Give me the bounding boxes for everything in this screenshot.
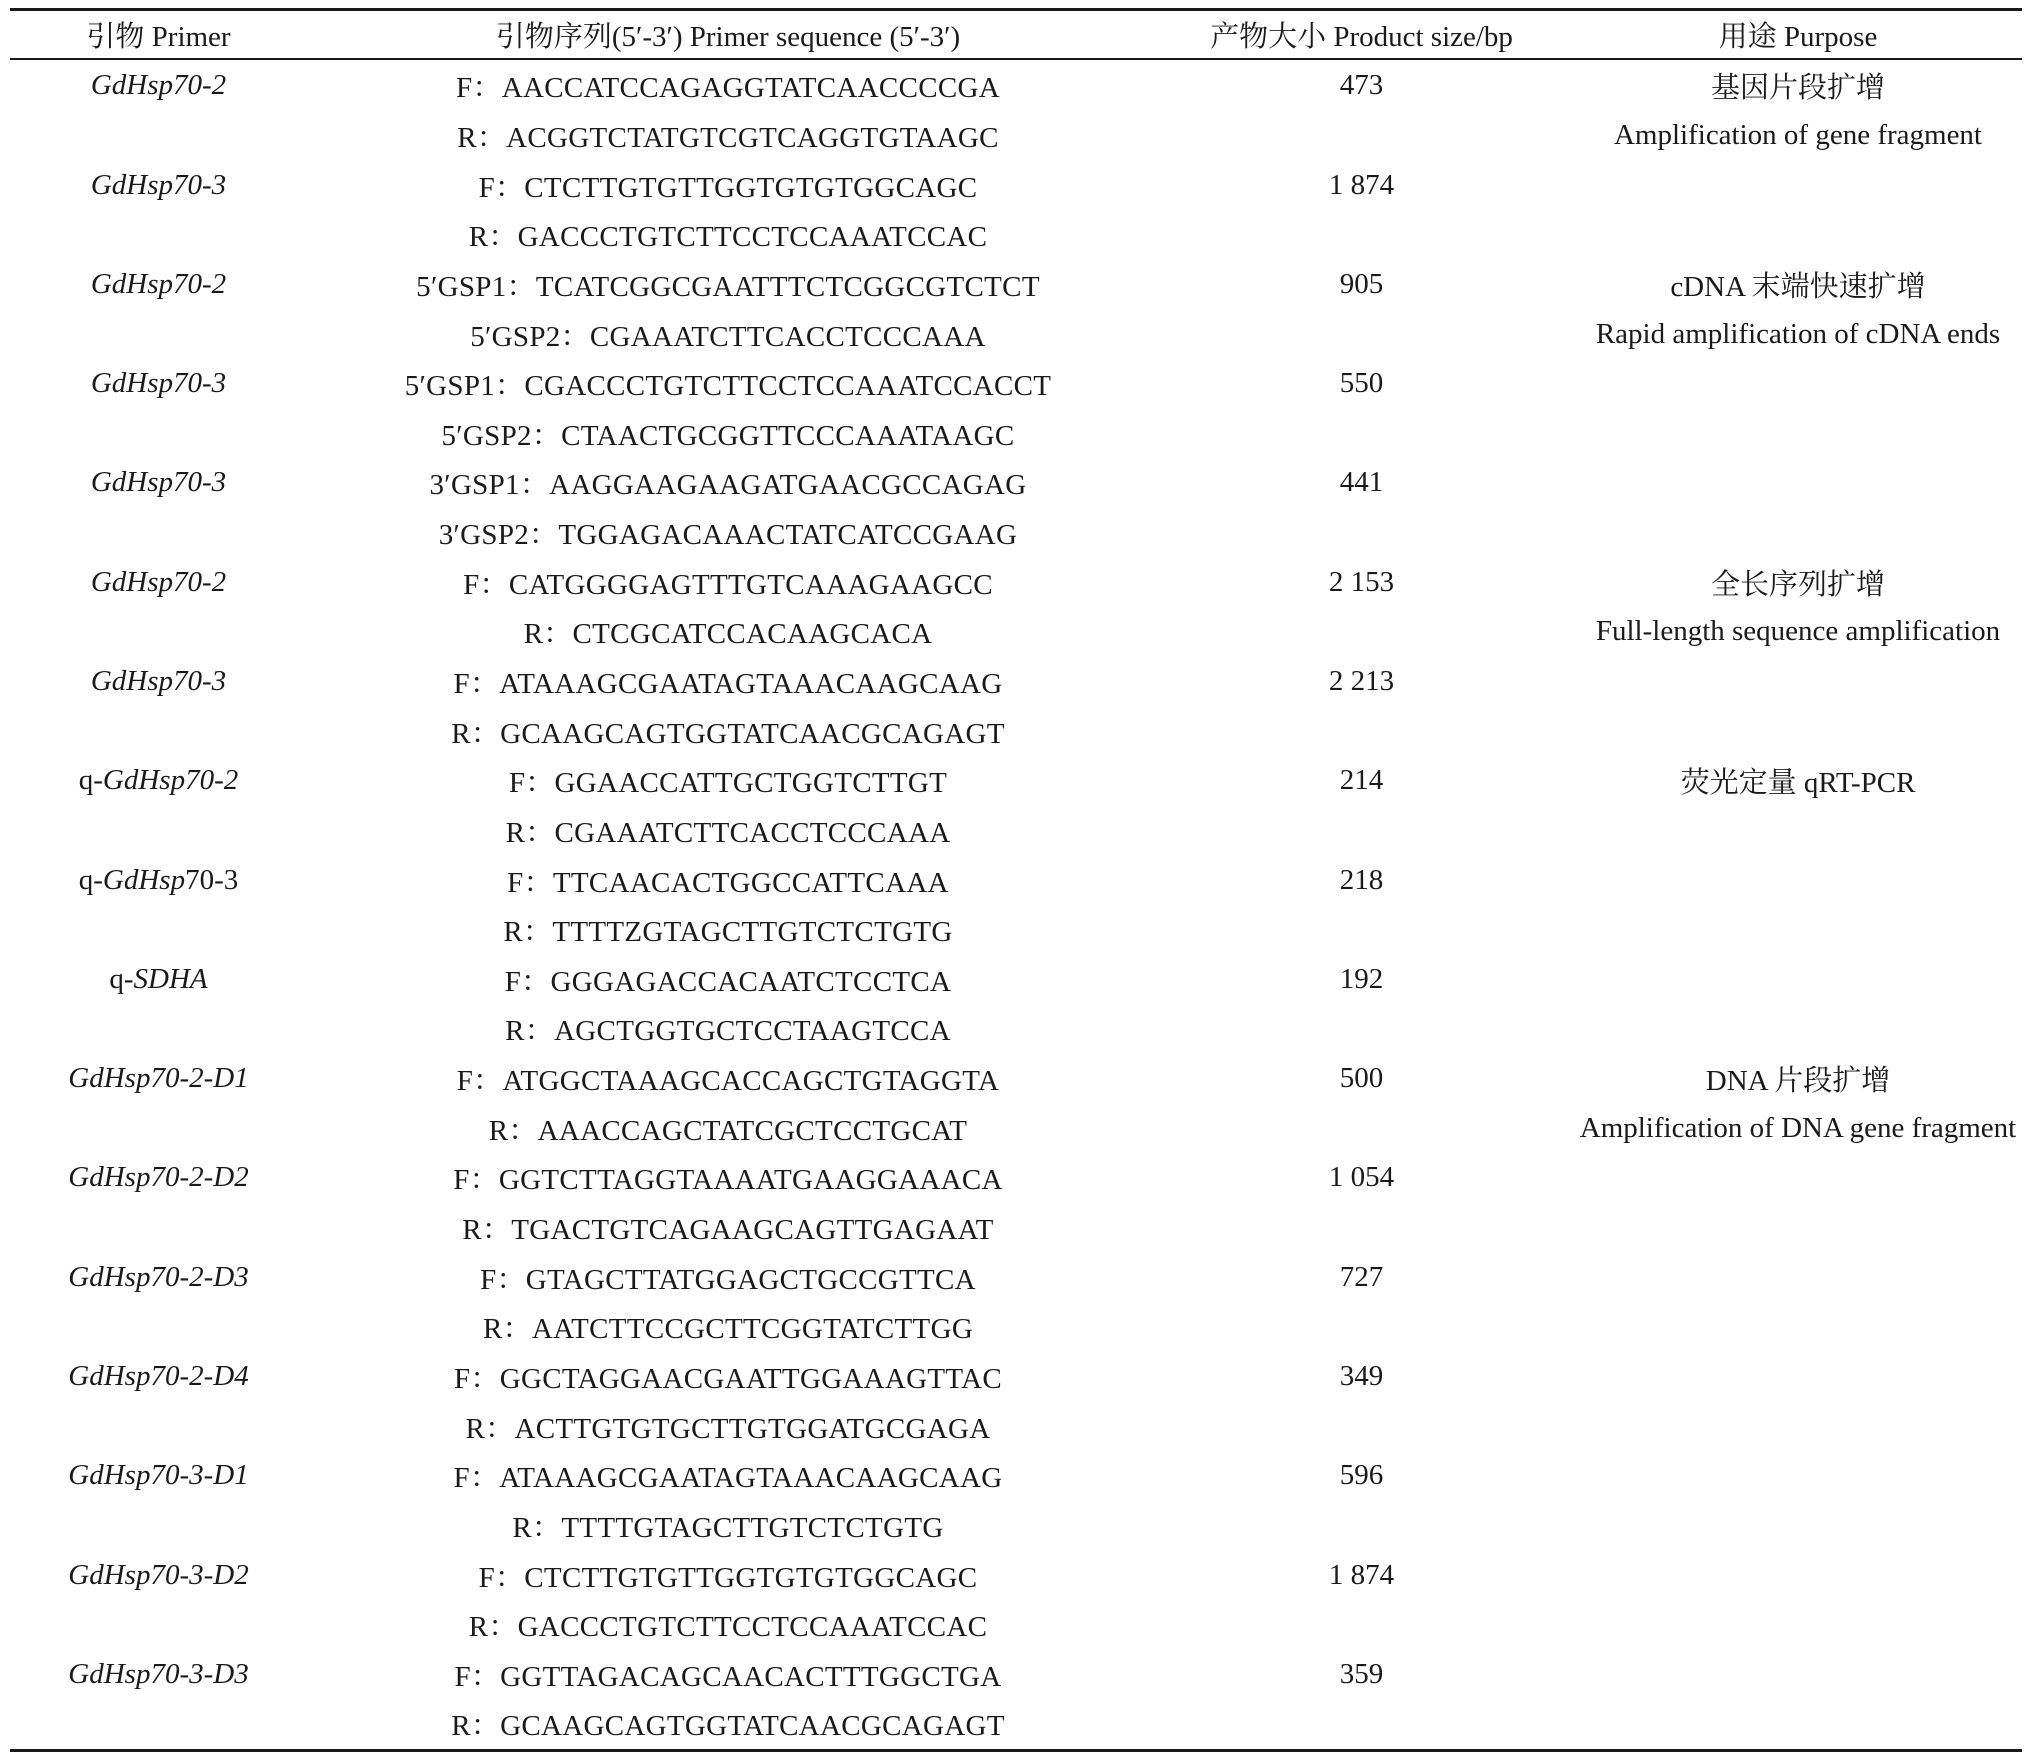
header-primer: 引物 Primer: [86, 21, 231, 53]
table-row: [10, 210, 2022, 260]
purpose-cell: [1574, 1600, 2022, 1650]
table-row: [10, 557, 2022, 607]
primer-name-cell: [10, 1650, 307, 1700]
table-row: [10, 905, 2022, 955]
product-size-cell: [1149, 1401, 1574, 1451]
primer-name-cell: [10, 657, 307, 707]
primer-sequence-cell: F：ATAAAGCGAATAGTAAACAAGCAAG: [453, 1462, 1003, 1495]
product-size-cell: [1149, 806, 1574, 856]
purpose-cell: [1574, 905, 2022, 955]
primer-name-cell: [10, 1501, 307, 1551]
primer-name-cell: [10, 111, 307, 161]
product-size-cell: [1149, 1103, 1574, 1153]
product-size-cell: [1149, 905, 1574, 955]
primer-sequence-cell: F：CATGGGGAGTTTGTCAAAGAAGCC: [463, 568, 993, 601]
primer-name: GdHsp70-2-D1: [68, 1062, 249, 1095]
primer-name-cell: [10, 210, 307, 260]
purpose-cell: [1574, 1550, 2022, 1600]
product-size-cell: 214: [1339, 764, 1384, 797]
table-row: [10, 260, 2022, 310]
primer-name: GdHsp70-3: [90, 367, 227, 400]
table-body: [10, 59, 2022, 1749]
primer-name: GdHsp70-3: [90, 168, 227, 201]
primer-name: GdHsp70-2: [90, 565, 227, 598]
table-row: [10, 955, 2022, 1005]
primer-name-cell: [10, 508, 307, 558]
product-size-cell: [1149, 1699, 1574, 1749]
primer-name-cell: [10, 1054, 307, 1104]
product-size-cell: [1149, 1600, 1574, 1650]
product-size-cell: [1149, 111, 1574, 161]
purpose-cell: [1574, 1203, 2022, 1253]
table-row: [10, 855, 2022, 905]
primer-name-cell: [10, 1401, 307, 1451]
table-header-row: [10, 10, 2022, 59]
product-size-cell: [1149, 1302, 1574, 1352]
table-row: [10, 59, 2022, 111]
purpose-cell: DNA 片段扩增: [1705, 1065, 1891, 1098]
table-row: [10, 111, 2022, 161]
purpose-cell: [1574, 1252, 2022, 1302]
primer-name: GdHsp70-2: [102, 764, 239, 797]
primer-sequence-cell: 3′GSP1：AAGGAAGAAGATGAACGCCAGAG: [429, 469, 1027, 502]
primer-sequence-cell: R：GCAAGCAGTGGTATCAACGCAGAGT: [451, 717, 1005, 750]
table-row: [10, 160, 2022, 210]
primer-name-cell: [10, 1699, 307, 1749]
table-row: [10, 1252, 2022, 1302]
purpose-cell: Rapid amplification of cDNA ends: [1595, 317, 2001, 350]
primer-sequence-cell: 5′GSP2：CTAACTGCGGTTCCCAAATAAGC: [441, 419, 1015, 452]
primer-sequence-cell: R：TGACTGTCAGAAGCAGTTGAGAAT: [462, 1214, 994, 1247]
purpose-cell: [1574, 1401, 2022, 1451]
table-row: [10, 756, 2022, 806]
purpose-cell: [1574, 160, 2022, 210]
primer-name: SDHA: [133, 962, 208, 995]
table-row: [10, 508, 2022, 558]
primer-name: GdHsp70-3-D1: [68, 1459, 249, 1492]
primer-name-cell: [10, 905, 307, 955]
header-purpose: 用途 Purpose: [1718, 21, 1878, 53]
primer-name-cell: [10, 458, 307, 508]
product-size-cell: 1 054: [1328, 1161, 1395, 1194]
purpose-cell: [1574, 706, 2022, 756]
primer-sequence-cell: F：GTAGCTTATGGAGCTGCCGTTCA: [480, 1263, 976, 1296]
purpose-cell: [1574, 210, 2022, 260]
primer-sequence-cell: F：GGTCTTAGGTAAAATGAAGGAAACA: [453, 1164, 1003, 1197]
primer-sequence-cell: R：ACGGTCTATGTCGTCAGGTGTAAGC: [457, 121, 999, 154]
primer-name: GdHsp70-3-D3: [68, 1657, 249, 1690]
purpose-cell: [1574, 408, 2022, 458]
purpose-cell: [1574, 1004, 2022, 1054]
purpose-cell: Amplification of DNA gene fragment: [1579, 1111, 2017, 1144]
primer-name-cell: [10, 1203, 307, 1253]
primer-sequence-cell: F：ATGGCTAAAGCACCAGCTGTAGGTA: [456, 1065, 1000, 1098]
product-size-cell: 473: [1339, 69, 1384, 102]
table-row: [10, 1203, 2022, 1253]
primer-name-cell: [10, 557, 307, 607]
product-size-cell: [1149, 408, 1574, 458]
purpose-cell: [1574, 657, 2022, 707]
product-size-cell: 1 874: [1328, 168, 1395, 201]
table-row: [10, 1401, 2022, 1451]
purpose-cell: 全长序列扩增: [1710, 568, 1885, 601]
primer-name-cell: [10, 1252, 307, 1302]
primer-name-cell: [10, 607, 307, 657]
table-row: [10, 408, 2022, 458]
table-row: [10, 806, 2022, 856]
product-size-cell: 2 213: [1328, 665, 1395, 697]
primer-name-cell: [10, 309, 307, 359]
purpose-cell: Full-length sequence amplification: [1595, 615, 2001, 648]
primer-name-cell: [10, 359, 307, 409]
purpose-cell: [1574, 359, 2022, 409]
primer-table-page: [10, 0, 2022, 1760]
primer-sequence-cell: F：AACCATCCAGAGGTATCAACCCCGA: [456, 72, 1000, 105]
purpose-cell: [1574, 1302, 2022, 1352]
primer-name: GdHsp70-2-D4: [68, 1359, 249, 1392]
product-size-cell: 441: [1339, 466, 1384, 499]
primer-sequence-cell: F：ATAAAGCGAATAGTAAACAAGCAAG: [453, 668, 1003, 700]
primer-name-cell: [10, 756, 307, 806]
purpose-cell: [1574, 955, 2022, 1005]
primer-name: GdHsp70-2: [90, 69, 227, 102]
product-size-cell: 1 874: [1328, 1558, 1395, 1591]
table-row: [10, 359, 2022, 409]
primer-sequence-cell: R：AAACCAGCTATCGCTCCTGCAT: [488, 1114, 968, 1147]
product-size-cell: [1149, 706, 1574, 756]
product-size-cell: [1149, 508, 1574, 558]
primer-name-cell: [10, 706, 307, 756]
product-size-cell: 550: [1339, 367, 1384, 400]
product-size-cell: [1149, 1004, 1574, 1054]
table-row: [10, 1153, 2022, 1203]
primer-suffix: 70-3: [185, 863, 239, 896]
table-row: [10, 1550, 2022, 1600]
product-size-cell: [1149, 607, 1574, 657]
primer-sequence-cell: F：GGAACCATTGCTGGTCTTGT: [508, 767, 948, 800]
primer-name-cell: [10, 1550, 307, 1600]
primer-sequence-cell: R：AGCTGGTGCTCCTAAGTCCA: [505, 1015, 951, 1048]
primer-name-cell: [10, 1004, 307, 1054]
product-size-cell: [1149, 309, 1574, 359]
primer-name: GdHsp70-2-D2: [68, 1161, 249, 1194]
primer-name-cell: [10, 1352, 307, 1402]
purpose-cell: [1574, 1352, 2022, 1402]
primer-sequence-cell: R：CGAAATCTTCACCTCCCAAA: [505, 816, 951, 849]
table-row: [10, 1004, 2022, 1054]
primer-sequence-cell: 5′GSP1：CGACCCTGTCTTCCTCCAAATCCACCT: [404, 370, 1052, 403]
primer-name: GdHsp70-3: [90, 665, 227, 697]
primer-name-cell: [10, 855, 307, 905]
table-row: [10, 458, 2022, 508]
product-size-cell: [1149, 210, 1574, 260]
table-row: [10, 1600, 2022, 1650]
table-row: [10, 706, 2022, 756]
product-size-cell: [1149, 1203, 1574, 1253]
purpose-cell: [1574, 1699, 2022, 1749]
primer-table: [10, 10, 2022, 1749]
table-row: [10, 1650, 2022, 1700]
purpose-cell: [1574, 1153, 2022, 1203]
purpose-cell: [1574, 1451, 2022, 1501]
primer-name: GdHsp70-2-D3: [68, 1260, 249, 1293]
primer-prefix: q-: [78, 764, 103, 797]
product-size-cell: 905: [1339, 267, 1384, 300]
header-size: 产物大小 Product size/bp: [1210, 21, 1513, 53]
primer-name: GdHsp: [102, 863, 186, 896]
primer-name: GdHsp70-3-D2: [68, 1558, 249, 1591]
primer-name: GdHsp70-2: [90, 267, 227, 300]
table-row: [10, 1054, 2022, 1104]
primer-sequence-cell: F：GGTTAGACAGCAACACTTTGGCTGA: [454, 1660, 1002, 1693]
primer-name-cell: [10, 1153, 307, 1203]
table-row: [10, 607, 2022, 657]
purpose-cell: 基因片段扩增: [1710, 72, 1885, 105]
primer-sequence-cell: R：TTTTZGTAGCTTGTCTCTGTG: [503, 916, 953, 949]
table-row: [10, 309, 2022, 359]
primer-name-cell: [10, 408, 307, 458]
primer-name-cell: [10, 1103, 307, 1153]
primer-name: GdHsp70-3: [90, 466, 227, 499]
primer-sequence-cell: 5′GSP2：CGAAATCTTCACCTCCCAAA: [470, 320, 986, 353]
primer-sequence-cell: 5′GSP1：TCATCGGCGAATTTCTCGGCGTCTCT: [416, 270, 1040, 303]
primer-name-cell: [10, 1302, 307, 1352]
product-size-cell: 359: [1339, 1657, 1384, 1690]
primer-prefix: q-: [109, 962, 134, 995]
purpose-cell: cDNA 末端快速扩增: [1670, 270, 1926, 303]
purpose-cell: 荧光定量 qRT-PCR: [1680, 767, 1916, 800]
primer-sequence-cell: R：ACTTGTGTGCTTGTGGATGCGAGA: [465, 1412, 991, 1445]
table-row: [10, 1103, 2022, 1153]
purpose-cell: [1574, 1650, 2022, 1700]
product-size-cell: 596: [1339, 1459, 1384, 1492]
purpose-cell: [1574, 458, 2022, 508]
table-row: [10, 657, 2022, 707]
primer-sequence-cell: R：CTCGCATCCACAAGCACA: [523, 618, 933, 651]
primer-sequence-cell: R：TTTTGTAGCTTGTCTCTGTG: [512, 1511, 944, 1544]
primer-name-cell: [10, 1451, 307, 1501]
purpose-cell: [1574, 806, 2022, 856]
product-size-cell: 727: [1339, 1260, 1384, 1293]
product-size-cell: 192: [1339, 962, 1384, 995]
primer-name-cell: [10, 806, 307, 856]
primer-sequence-cell: 3′GSP2：TGGAGACAAACTATCATCCGAAG: [438, 519, 1018, 552]
primer-name-cell: [10, 260, 307, 310]
header-sequence: 引物序列(5′-3′) Primer sequence (5′-3′): [495, 21, 961, 53]
table-row: [10, 1302, 2022, 1352]
primer-name-cell: [10, 1600, 307, 1650]
primer-sequence-cell: R：GACCCTGTCTTCCTCCAAATCCAC: [468, 1611, 988, 1644]
primer-sequence-cell: F：GGGAGACCACAATCTCCTCA: [504, 965, 952, 998]
primer-name-cell: [10, 160, 307, 210]
product-size-cell: 218: [1339, 863, 1384, 896]
purpose-cell: [1574, 1501, 2022, 1551]
purpose-cell: [1574, 508, 2022, 558]
primer-sequence-cell: R：GACCCTGTCTTCCTCCAAATCCAC: [468, 221, 988, 254]
purpose-cell: [1574, 855, 2022, 905]
table-row: [10, 1501, 2022, 1551]
product-size-cell: 2 153: [1328, 565, 1395, 598]
product-size-cell: [1149, 1501, 1574, 1551]
table-row: [10, 1451, 2022, 1501]
product-size-cell: 349: [1339, 1359, 1384, 1392]
primer-sequence-cell: R：AATCTTCCGCTTCGGTATCTTGG: [482, 1313, 974, 1346]
table-bottom-rule: [10, 1749, 2022, 1752]
primer-name-cell: [10, 59, 307, 111]
primer-sequence-cell: F：CTCTTGTGTTGGTGTGTGGCAGC: [478, 1561, 978, 1594]
table-row: [10, 1352, 2022, 1402]
primer-sequence-cell: F：GGCTAGGAACGAATTGGAAAGTTAC: [454, 1362, 1002, 1395]
table-row: [10, 1699, 2022, 1749]
purpose-cell: Amplification of gene fragment: [1613, 118, 1982, 151]
primer-name-cell: [10, 955, 307, 1005]
product-size-cell: 500: [1339, 1062, 1384, 1095]
primer-sequence-cell: F：TTCAACACTGGCCATTCAAA: [507, 866, 949, 899]
primer-sequence-cell: F：CTCTTGTGTTGGTGTGTGGCAGC: [478, 171, 978, 204]
primer-prefix: q-: [78, 863, 103, 896]
primer-sequence-cell: R：GCAAGCAGTGGTATCAACGCAGAGT: [451, 1710, 1005, 1743]
